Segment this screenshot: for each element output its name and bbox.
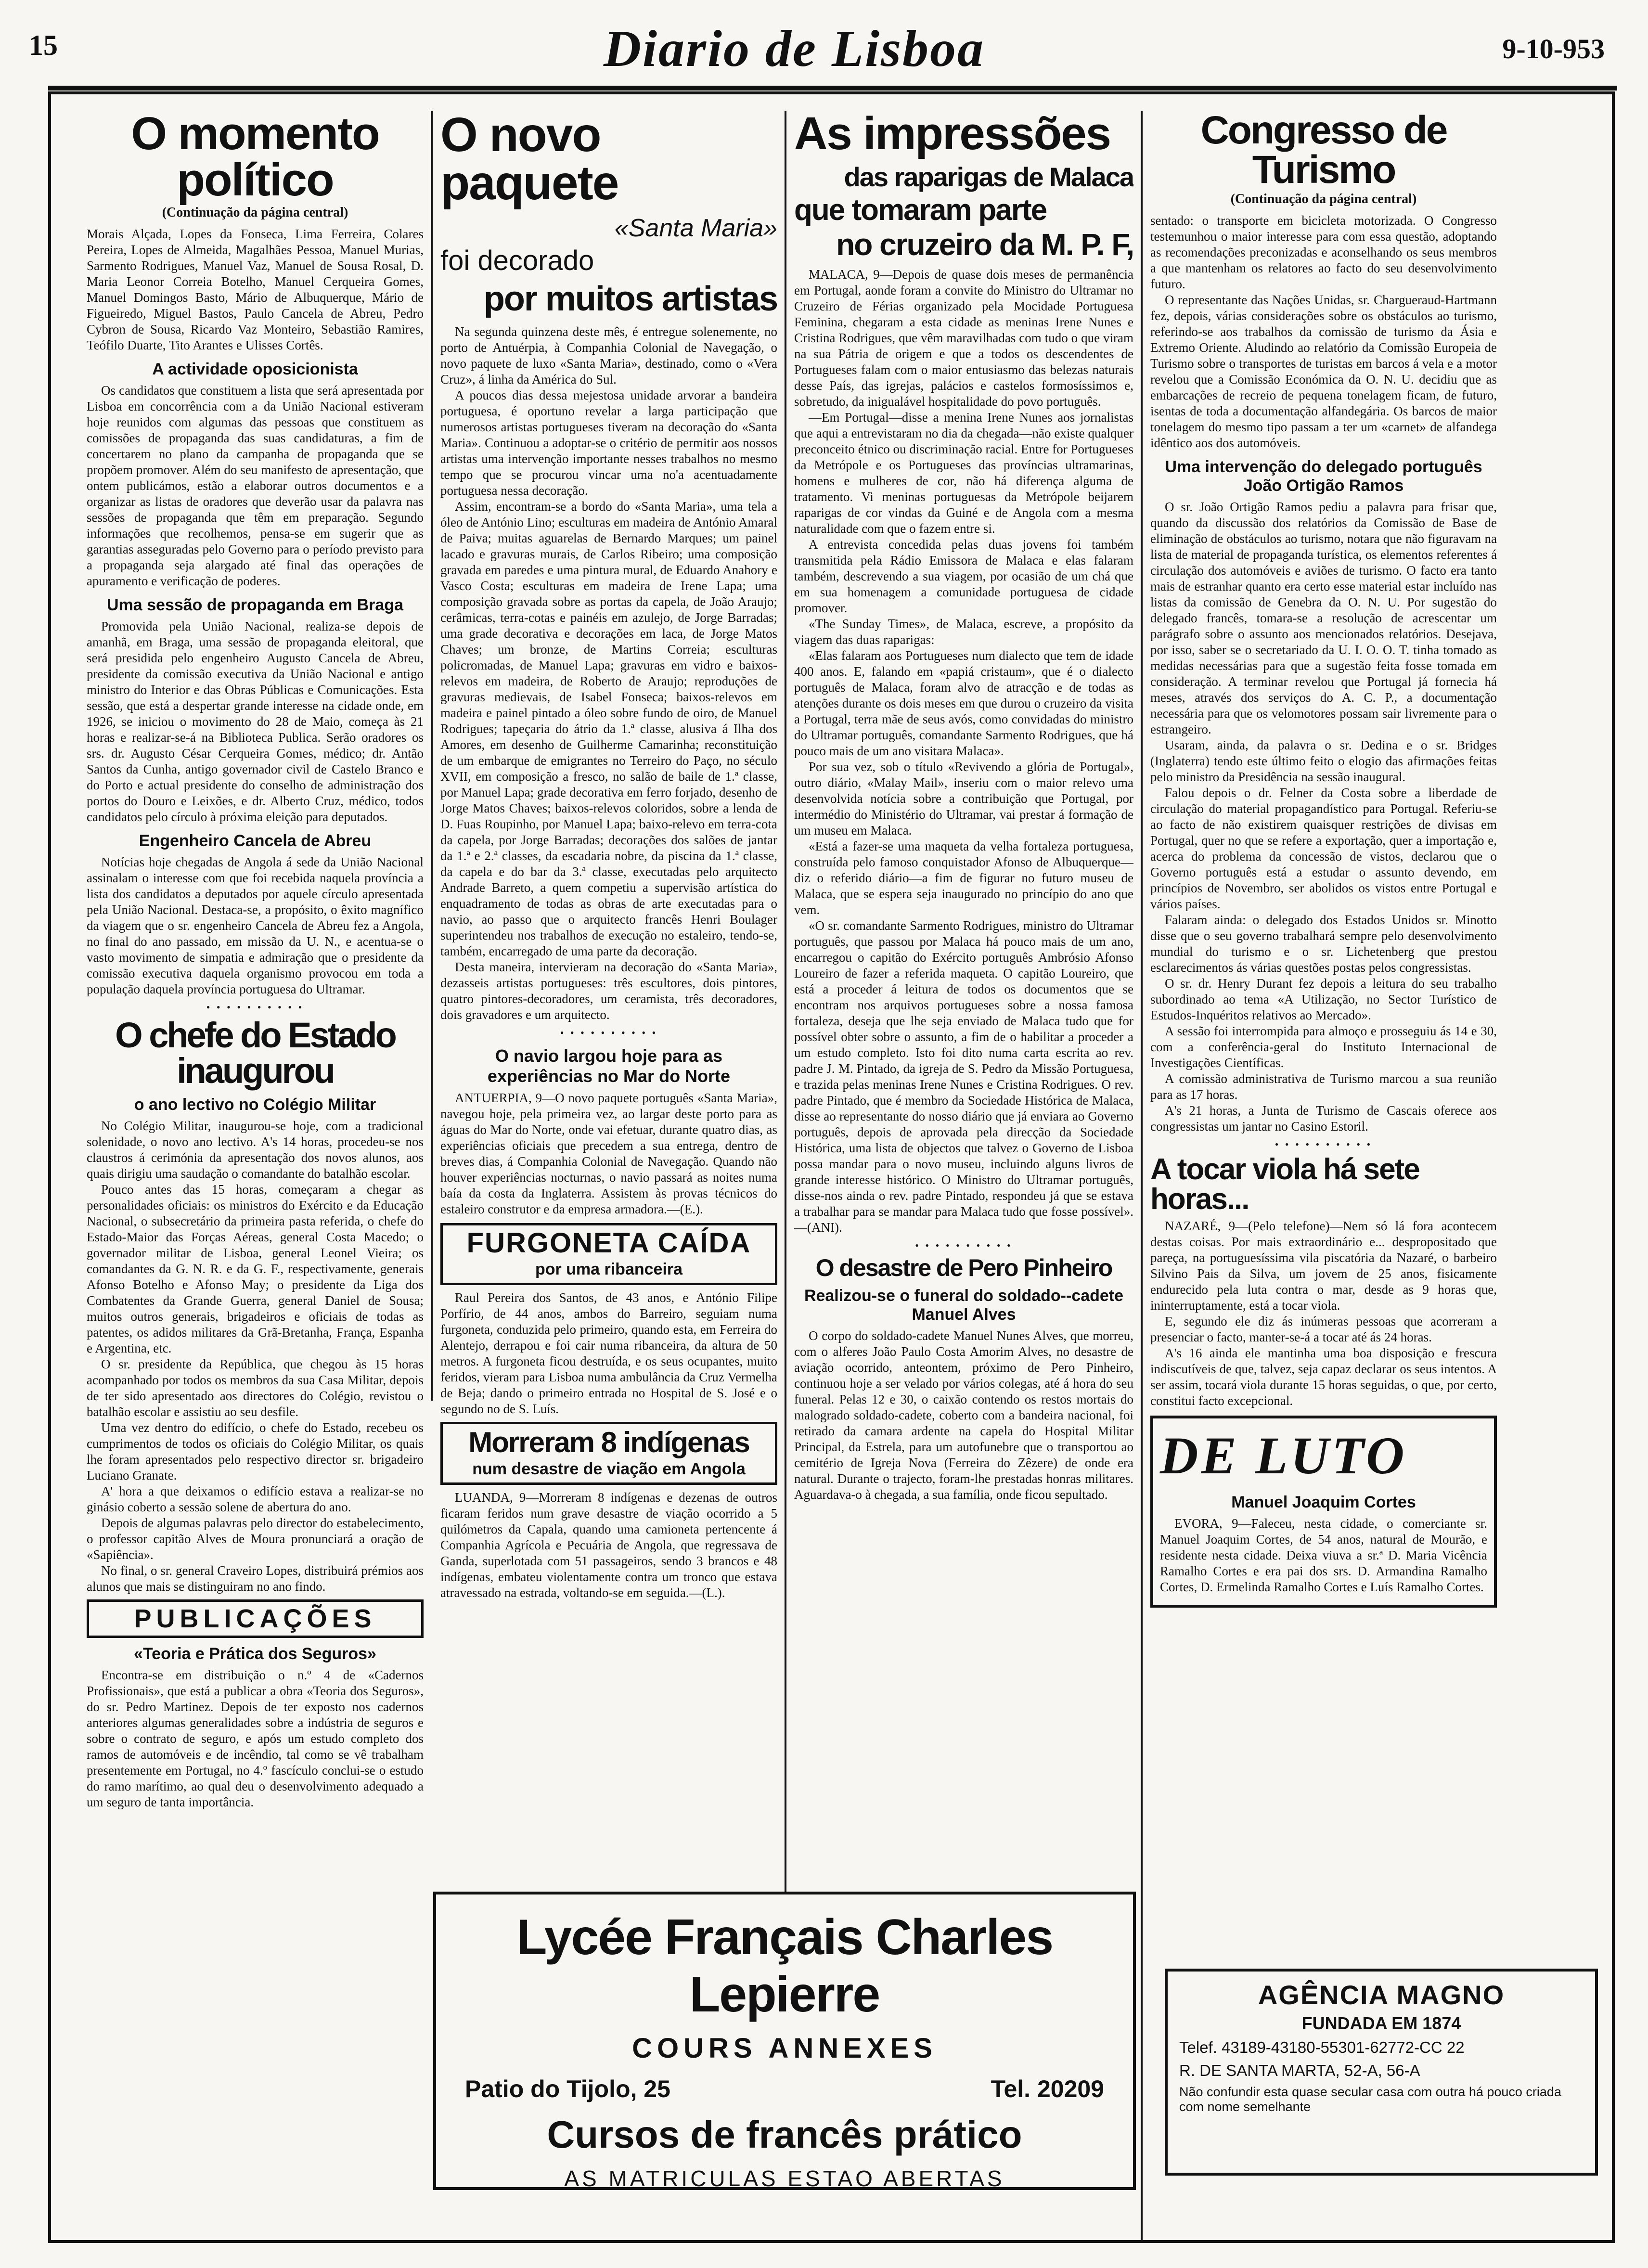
section-heading: A actividade oposicionista	[152, 360, 358, 378]
ad-address: Patio do Tijolo, 25	[465, 2075, 670, 2102]
subheadline: o ano lectivo no Colégio Militar	[134, 1095, 376, 1114]
headline-impressoes: As impressões	[794, 111, 1111, 159]
column-4	[1150, 111, 1497, 2229]
headline-luto: DE LUTO	[1160, 1426, 1407, 1485]
separator: • • • • • • • • • •	[206, 1001, 304, 1013]
section-heading: Uma sessão de propaganda em Braga	[106, 596, 403, 614]
article-text: Os candidatos que constituem a lista que será apresentada por Lisboa em concorrência com a da União Nacional estiveram hoje reunidos com algumas das pessoas que constituem as comissões de propaganda das suas candidaturas, a fim de concertarem no plano da campanha de propaganda que se propõem promover. Além do seu manifesto de apresentação, que ontem publicámos, estão a elaborar outros documentos e a organizar as listas de oradores que deverão usar da palavra nas sessões de propaganda que têm em preparação. Segundo informações que recolhemos, pensa-se em sugerir que as garantias asseguradas pelo Governo para o período previsto para a propaganda seja alargado até final das operações de apuramento e verificação de poderes.	[87, 383, 424, 588]
continuation-note: (Continuação da página central)	[1230, 192, 1417, 206]
headline-paquete: O novo paquete	[440, 111, 618, 210]
ad-contact	[465, 2075, 1104, 2103]
article-text: sentado: o transporte em bicicleta motorizada. O Congresso testemunhou o maior interesse para com essa questão, adoptando as recomendações preconizadas e aconselhando os seus membros a que mantenham os relatores ao facto do seu desenvolvimento futuro. O representante das Nações Unidas, sr. Chargueraud-Hartmann fez, depois, várias considerações sobre os obstáculos ao turismo, referindo-se aos trabalhos da comissão de turismo da Ásia e Extremo Oriente. Aludindo ao relatório da Comissão Europeia de Turismo sobre o transportes de turistas em barcos á vela e a motor revelou que a Comissão Económica da O. N. U. decidiu que as embarcações de recreio de pequena tonelagem ficam, de futuro, isentas de toda a documentação alfandegária. Os barcos de maior tonelagem do mesmo tipo passam a ter um «carnet» de alfandega idêntico aos dos automóveis.	[1150, 213, 1497, 450]
article-text: O sr. João Ortigão Ramos pediu a palavra para frisar que, quando da discussão dos relatórios da Comissão de Base de eliminação de obstáculos ao turismo, notara que não figuravam na lista de material de propaganda turística, os elementos referentes á circulação dos automóveis e aviões de turismo. O facto era tanto mais de estranhar quanto era certo esse material estar incluído nas listas da comissão de Genebra da O. N. U. Por sugestão do delegado francês, tomara-se a resolução de acrescentar um parágrafo sobre o assunto aos mencionados relatórios. Desejava, por isso, saber se o secretariado da U. I. O. O. T. tinha tomado as medidas necessárias para que a sugestão feita fosse tomada em consideração. A terminar revelou que Portugal já fornecia há meses, através dos serviços do A. C. P., a documentação necessária para que os velomotores possam sair livremente para o estrangeiro. Usaram, ainda, da palavra o sr. Dedina e o sr. Bridges (Inglaterra) tendo este último feito o elogio das afirmações feitas pelo ministro da Presidência na sessão inaugural. Falou depois o dr. Felner da Costa sobre a liberdade de circulação do material propagandístico para Portugal. Referiu-se ao facto de não existirem quaisquer restrições de divisas em Portugal, quer no que se refere a exportação, quer a importação e, acerca do problema da concessão de vistos, declarou que o Governo português está a estudar o assunto devendo, em princípios de Novembro, ser abolidos os vistos entre Portugal e vários países. Falaram ainda: o delegado dos Estados Unidos sr. Minotto disse que o seu governo trabalhará sempre pelo desenvolvimento mundial do turismo e o sr. Lichetenberg que prestou esclarecimentos ás várias questões postas pelos congressistas. O sr. dr. Henry Durant fez depois a leitura do seu trabalho subordinado ao tema «A Utilização, no Sector Turístico de Estudos-Inquéritos relativos ao Mercado». A sessão foi interrompida para almoço e prosseguiu ás 14 e 30, com a conferência-geral do Instituto Internacional de Investigações Científicas. A comissão administrativa de Turismo marcou a sua reunião para as 17 horas. A's 21 horas, a Junta de Turismo de Cascais oferece aos congressistas um jantar no Casino Estoril.	[1150, 500, 1497, 1134]
headline-turismo: Congresso de Turismo	[1200, 111, 1447, 192]
masthead-rule	[48, 86, 1617, 90]
article-text: ANTUERPIA, 9—O novo paquete português «Santa Maria», navegou hoje, pela primeira vez, ao largar deste porto para as águas do Mar do Norte, onde vai efetuar, durante quatro dias, as experiências oficiais que precedem a sua entrega, dentro de breves dias, á Companhia Colonial de Navegação. Quando não houver experiências nocturnas, o navio passará as noites numa baía da costa da Inglaterra. Assistem às provas técnicos do estaleiro construtor e da empresa armadora.—(E.).	[440, 1091, 777, 1216]
headline-impressoes-3: que tomaram parte	[794, 193, 1047, 227]
magno-advertisement	[1165, 1969, 1598, 2176]
separator: • • • • • • • • • •	[915, 1239, 1013, 1251]
article-text: Notícias hoje chegadas de Angola á sede da União Nacional assinalam o interesse com que foi recebida naquela província a lista dos candidatos a deputados por aquele círculo apresentada pela União Nacional. Destaca-se, a propósito, o êxito magnífico da viagem que o sr. engenheiro Cancela de Abreu fez a Angola, no final do ano passado, em missão da U. N., e acentua-se o vasto movimento de simpatia e admiração que o presidente da comissão executiva daquela organismo provocou em toda a população daquela província portuguesa do Ultramar.	[87, 855, 424, 996]
headline-furgoneta: FURGONETA CAÍDA	[466, 1227, 751, 1259]
deceased-name: Manuel Joaquim Cortes	[1231, 1493, 1416, 1511]
article-text: NAZARÉ, 9—(Pelo telefone)—Nem só lá fora acontecem destas coisas. Por mais extraordinário e... despropositado que pareça, na portuguesíssima vila piscatória da Nazaré, o barbeiro Silvino Pais da Silva, um jovem de 25 anos, fisicamente endurecido pela luta contra o mar, desde as 9 horas que, ininterruptamente, está a tocar viola. E, segundo ele diz ás inúmeras pessoas que acorreram a presenciar o facto, manter-se-á a tocar até ás 24 horas. A's 16 ainda ele mantinha uma boa disposição e frescura indiscutíveis de que, talvez, seja capaz declarar os seus intentos. A ser assim, tocará viola durante 15 horas seguidas, o que, por certo, constitui facto excepcional.	[1150, 1219, 1497, 1408]
headline-morreram: Morreram 8 indígenas	[468, 1426, 749, 1458]
column-2	[440, 111, 777, 1882]
morreram-box	[440, 1422, 777, 1485]
headline-politico: O momento político	[131, 111, 379, 206]
section-heading: Engenheiro Cancela de Abreu	[139, 832, 372, 850]
masthead	[0, 0, 1648, 87]
article-text: MALACA, 9—Depois de quase dois meses de permanência em Portugal, aonde foram a convite do Ministro do Ultramar no Cruzeiro de Férias organizado pela Mocidade Portuguesa Feminina, chegaram a esta cidade as meninas Irene Nunes e Cristina Rodrigues, que vêm maravilhadas com tudo o que viram na sua Pátria de origem e que a todos os descendentes de Portugueses falam com o maior entusiasmo das belezas naturais desse País, das igrejas, palácios e castelos formosíssimos e, sobretudo, da inigualável hospitalidade do povo português. —Em Portugal—disse a menina Irene Nunes aos jornalistas que aqui a entrevistaram no dia da chegada—não existe qualquer preconceito étnico ou discriminação racial. Entre for Portugueses da Metrópole e os Portugueses das províncias ultramarinas, homens e mulheres de cor, não há diferença alguma de tratamento. Vi meninas portuguesas da Metrópole beijarem raparigas de cor vindas da Guiné e de Angola com a mesma naturalidade com que o fazem entre si. A entrevista concedida pelas duas jovens foi também transmitida pela Rádio Emissora de Malaca e elas falaram também, descrevendo a sua viagem, por ocasião de um chá que em sua homenagem a comunidade portuguesa de cidade promover. «The Sunday Times», de Malaca, escreve, a propósito da viagem das duas raparigas: «Elas falaram aos Portugueses num dialecto que tem de idade 400 anos. E, falando em «papiá cristaum», que é o dialecto português de Malaca, foram alvo de atracção e de todas as atenções durante os dois meses em que durou o cruzeiro da visita a Portugal, terra mãe de seus avós, como convidadas do ministro do Ultramar português, comandante Sarmento Rodrigues, que há pouco mais de um ano visitara Malaca». Por sua vez, sob o título «Revivendo a glória de Portugal», outro diário, «Malay Mail», inseriu com o maior relevo uma desenvolvida notícia sobre a contribuição que Portugal, por intermédio do Ministério do Ultramar, vai prestar á formação de um museu em Malaca. «Está a fazer-se uma maqueta da velha fortaleza portuguesa, construída pelo famoso conquistador Afonso de Albuquerque—diz o referido diário—a fim de figurar no futuro museu de Malaca, que se espera seja inaugurado no princípio do ano que vem. «O sr. comandante Sarmento Rodrigues, ministro do Ultramar português, que passou por Malaca há pouco mais de um ano, encarregou o capitão do Exército português Ambrósio Afonso Loureiro de fazer a referida maqueta. O capitão Loureiro, que está a proceder á leitura de todos os documentos que se encontram nos arquivos portugueses sobre a nossa famosa fortaleza, deseja que lhe seja enviado de Malaca tudo que for possível obter sobre o assunto, a fim de o habilitar a proceder a um estudo completo. Isto foi dito numa carta escrita ao rev. padre J. M. Pintado, da igreja de S. Pedro da Missão Portuguesa, e trazida pelas meninas Irene Nunes e Cristina Rodrigues. O rev. padre Pintado, que é membro da Sociedade Histórica de Malaca, disse ao representante do nosso diário que já enviara ao Governo português, depois de aprovada pela direcção da Sociedade Histórica, uma lista de objectos que talvez o Governo de Lisboa possa mandar para o novo museu, incluindo alguns livros de grande interesse histórico. O Ministro do Ultramar português, disse-nos ainda o rev. padre Pintado, respondeu já que se estava a trabalhar para se mandar para Malaca tudo que fosse possível».—(ANI).	[794, 267, 1133, 1235]
subheadline: por uma ribanceira	[535, 1260, 683, 1278]
ad-subtitle: COURS ANNEXES	[632, 2033, 937, 2064]
separator: • • • • • • • • • •	[1275, 1138, 1373, 1150]
ad-phones: Telef. 43189-43180-55301-62772-CC 22	[1179, 2038, 1465, 2056]
furgoneta-box	[440, 1223, 777, 1285]
subheadline: «Teoria e Prática dos Seguros»	[134, 1645, 376, 1663]
headline-chefe-estado: O chefe do Estado inaugurou	[115, 1015, 395, 1091]
ad-note: Não confundir esta quase secular casa com outra há pouco criada com nome semelhante	[1179, 2085, 1561, 2114]
subheadline: Realizou-se o funeral do soldado--cadete Manuel Alves	[804, 1287, 1124, 1324]
headline-publicacoes: PUBLICAÇÕES	[134, 1604, 376, 1633]
ad-enrollment: AS MATRICULAS ESTAO ABERTAS	[564, 2166, 1005, 2191]
article-text: Raul Pereira dos Santos, de 43 anos, e António Filipe Porfírio, de 44 anos, ambos do Barreiro, seguiam numa furgoneta, conduzida pelo primeiro, quando esta, em Ferreira do Alentejo, derrapou e foi cair numa ribanceira, da altura de 50 metros. A furgoneta ficou destruída, e os seus ocupantes, muito feridos, vieram para Lisboa numa ambulância da Cruz Vermelha de Beja; dando o primeiro entrada no Hospital de S. José e o segundo no de S. Luís.	[440, 1290, 777, 1416]
ad-course: Cursos de francês prático	[547, 2113, 1022, 2156]
ship-name: «Santa Maria»	[614, 214, 777, 242]
column-rule	[785, 111, 786, 1892]
subheadline: num desastre de viação em Angola	[472, 1460, 746, 1478]
publicacoes-box	[87, 1599, 424, 1638]
lycee-advertisement	[433, 1892, 1136, 2190]
page-number: 15	[29, 29, 58, 61]
ad-title: Lycée Français Charles Lepierre	[516, 1909, 1053, 2023]
ad-title: AGÊNCIA MAGNO	[1258, 1980, 1505, 2010]
separator: • • • • • • • • • •	[560, 1027, 658, 1039]
article-text: Encontra-se em distribuição o n.º 4 de «Cadernos Profissionais», que está a publicar a obra «Teoria dos Seguros», do sr. Pedro Martinez. Depois de ter exposto nos cadernos anteriores algumas generalidades sobre a indústria de seguros e sobre o contrato de seguro, e após um estudo completo dos ramos de automóveis e de incêndio, tal como se vê trabalham presentemente em Portugal, no 4.º fascículo conclui-se o estudo do ramo marítimo, ao qual deu o desenvolvimento adequado a um seguro de tanta importância.	[87, 1668, 424, 1809]
headline-paquete-3: por muitos artistas	[483, 280, 777, 318]
article-text: EVORA, 9—Faleceu, nesta cidade, o comerciante sr. Manuel Joaquim Cortes, de 54 anos, natural de Mourão, e residente nesta cidade. Deixa viuva a sr.ª D. Maria Vicência Ramalho Cortes e era pai dos srs. D. Armandina Ramalho Cortes, D. Ermelinda Ramalho Cortes e Luís Ramalho Cortes.	[1160, 1516, 1487, 1594]
article-text: Promovida pela União Nacional, realiza-se depois de amanhã, em Braga, uma sessão de propaganda eleitoral, que será presidida pelo engenheiro Augusto Cancela de Abreu, presidente da comissão executiva da União Nacional e antigo ministro do Interior e das Obras Públicas e Comunicações. Esta sessão, que está a despertar grande interesse na cidade onde, em 1926, se iniciou o movimento do 28 de Maio, começa às 21 horas e realizar-se-á na Biblioteca Publica. Serão oradores os srs. dr. Augusto César Cerqueira Gomes, médico; dr. Antão Santos da Cunha, antigo governador civil de Castelo Branco e do Porto e actual presidente do conselho de administração dos portos do Douro e Leixões, e dr. Alberto Cruz, médico, todos candidatos pelo círculo à próxima eleição para deputados.	[87, 619, 424, 824]
article-text: No Colégio Militar, inaugurou-se hoje, com a tradicional solenidade, o novo ano lectivo. A's 14 horas, procedeu-se nos claustros á cerimónia da apresentação dos novos alunos, aos quais dirigiu uma saudação o comandante do batalhão escolar. Pouco antes das 15 horas, começaram a chegar as personalidades oficiais: os ministros do Exército e da Educação Nacional, o subsecretário da primeira pasta referida, o chefe do Estado-Maior das Forças Aéreas, general Costa Macedo; o governador militar de Lisboa, general Leonel Vieira; os comandantes da G. N. R. e da G. F., respectivamente, generais Afonso Botelho e Afonso May; o presidente da Liga dos Combatentes da Grande Guerra, general Daniel de Sousa; muitos outros generais, brigadeiros e oficiais de todas as patentes, os adidos militares da Grã-Bretanha, França, Espanha e Argentina, etc. O sr. presidente da República, que chegou às 15 horas acompanhado por todos os membros da sua Casa Militar, depois de ter sido apresentado aos directores do Colégio, revistou o batalhão escolar e assistiu ao seu desfile. Uma vez dentro do edifício, o chefe do Estado, recebeu os cumprimentos de todos os oficiais do Colégio Militar, os quais lhe foram apresentados pelo respectivo director sr. brigadeiro Luciano Granate. A' hora a que deixamos o edifício estava a realizar-se no ginásio coberto a sessão solene de abertura do ano. Depois de algumas palavras pelo director do estabelecimento, o professor capitão Alves de Moura pronunciará a oração de «Sapiência». No final, o sr. general Craveiro Lopes, distribuirá prémios aos alunos que mais se distinguiram no ano findo.	[87, 1119, 424, 1594]
column-rule	[1141, 111, 1143, 2243]
headline-impressoes-2: das raparigas de Malaca	[844, 162, 1133, 192]
ad-address: R. DE SANTA MARTA, 52-A, 56-A	[1179, 2062, 1420, 2079]
article-text: LUANDA, 9—Morreram 8 indígenas e dezenas de outros ficaram feridos num grave desastre de viação ocorrido a 5 quilómetros da Capala, quando uma camioneta pertencente á Companhia Agrícola e Pecuária de Angola, que regressava de Ganda, superlotada com 51 passageiros, sendo 3 brancos e 48 indígenas, embateu violentamente contra um tronco que estava atravessado na estrada, voltando-se em seguida.—(L.).	[440, 1490, 777, 1600]
article-text: Morais Alçada, Lopes da Fonseca, Lima Ferreira, Colares Pereira, Lopes de Almeida, Magalhães Pessoa, Manuel Murias, Sarmento Rodrigues, Manuel Vaz, Manuel de Sousa Rosal, D. Maria Leonor Correia Botelho, Manuel Cerqueira Gomes, Manuel Domingos Basto, Mário de Albuquerque, Mário de Figueiredo, Miguel Bastos, Paulo Cancela de Abreu, Pedro Cybron de Sousa, Ricardo Vaz Monteiro, Sebastião Ramires, Teófilo Duarte, Tito Arantes e Ulisses Cortês.	[87, 227, 424, 352]
headline-impressoes-4: no cruzeiro da M. P. F,	[836, 227, 1133, 262]
column-3	[794, 111, 1133, 1882]
ad-phone: Tel. 20209	[991, 2075, 1104, 2102]
section-heading: Uma intervenção do delegado português João Ortigão Ramos	[1165, 458, 1482, 495]
column-1	[87, 111, 424, 2238]
newspaper-title: Diario de Lisboa	[604, 20, 985, 77]
subheadline: O navio largou hoje para as experiências no Mar do Norte	[487, 1046, 731, 1086]
ad-founded: FUNDADA EM 1874	[1301, 2013, 1461, 2033]
continuation-note: (Continuação da página central)	[162, 205, 348, 220]
obituary-box	[1150, 1416, 1497, 1608]
article-text: O corpo do soldado-cadete Manuel Nunes Alves, que morreu, com o alferes João Paulo Costa Amorim Alves, no desastre de aviação ocorrido, anteontem, próximo de Pero Pinheiro, continuou hoje a ser velado por vários colegas, até á hora do seu funeral. Pelas 12 e 30, o caixão contendo os restos mortais do malogrado soldado-cadete, coberto com a bandeira nacional, foi retirado da camara ardente na capela do Hospital Militar Principal, da Estrela, para um autofunebre que o transportou ao cemitério de Igreja Nova (Ferreira do Zêzere) de onde era natural. Durante o trajecto, foram-lhe prestadas honras militares. Aguardava-o à chegada, a sua família, onde ficou sepultado.	[794, 1328, 1133, 1502]
article-text: Na segunda quinzena deste mês, é entregue solenemente, no porto de Antuérpia, à Companhia Colonial de Navegação, o novo paquete de luxo «Santa Maria», destinado, como o «Vera Cruz», á linha da América do Sul. A poucos dias dessa mejestosa unidade arvorar a bandeira portuguesa, é oportuno revelar a larga participação que numerosos artistas portugueses tiveram na decoração do «Santa Maria». Continuou a adoptar-se o critério de permitir aos nossos artistas uma intervenção importante nesses trabalhos no mesmo tempo que se procurou vincar uma no'a acentuadamente portuguesa nessa decoração. Assim, encontram-se a bordo do «Santa Maria», uma tela a óleo de António Lino; esculturas em madeira de António Amaral de Paiva; muitas aguarelas de Bernardo Marques; um painel lacado e gravuras murais, de Carlos Ribeiro; uma composição gravada em paredes e uma pintura mural, de Eduardo Anahory e Vasco Costa; esculturas em madeira de Irene Lapa; uma composição gravada sobre as portas da capela, de João Araujo; cerâmicas, terra-cotas e painéis em azulejo, de Jorge Barradas; uma grade decorativa e decorações em laca, de Jorge Matos Chaves; um bronze, de Martins Correia; esculturas policromadas, de Manuel Lapa; gravuras em vidro e baixos-relevos em madeira, de Roberto de Araujo; reproduções de gravuras medievais, de Isabel Fonseca; baixos-relevos em madeira e painel pintado a óleo sobre fundo de oiro, de Manuel Rodrigues; tapeçaria do átrio da 1.ª classe, alusiva á Ilha dos Amores, em desenho de Guilherme Camarinha; reconstituição de um embarque de emigrantes no Terreiro do Paço, no século XVII, em composição a fresco, no salão de baile de 1.ª classe, por Manuel Lapa; grade decorativa em ferro forjado, desenho de Jorge Matos Chaves; baixos-relevos coloridos, sobre a lenda de D. Fuas Roupinho, por Manuel Lapa; baixo-relevo em terra-cota da capela, por Jorge Barradas; decorações dos salões de jantar da 1.ª e 2.ª classes, da escadaria nobre, da piscina da 1.ª classe, da capela e do bar da 3.ª classe, executadas pelo arquitecto Andrade Barreto, a quem competiu a supervisão artística do enquadramento de todas as obras de arte executadas para o navio, ao passo que o arquitecto francês Henri Boulager superintendeu nos trabalhos de execução no estaleiro, tendo-se, também, encarregado de uma parte da decoração. Desta maneira, intervieram na decoração do «Santa Maria», dezasseis artistas portugueses: três escultores, dois pintores, quatro pintores-decoradores, um ceramista, três decoradores, dois gravadores e um arquitecto.	[440, 324, 777, 1022]
headline-viola: A tocar viola há sete horas...	[1150, 1153, 1419, 1216]
headline-desastre: O desastre de Pero Pinheiro	[815, 1254, 1112, 1281]
column-rule	[431, 111, 433, 1401]
issue-date: 9-10-953	[1502, 33, 1605, 64]
headline-paquete-2: foi decorado	[440, 245, 594, 276]
